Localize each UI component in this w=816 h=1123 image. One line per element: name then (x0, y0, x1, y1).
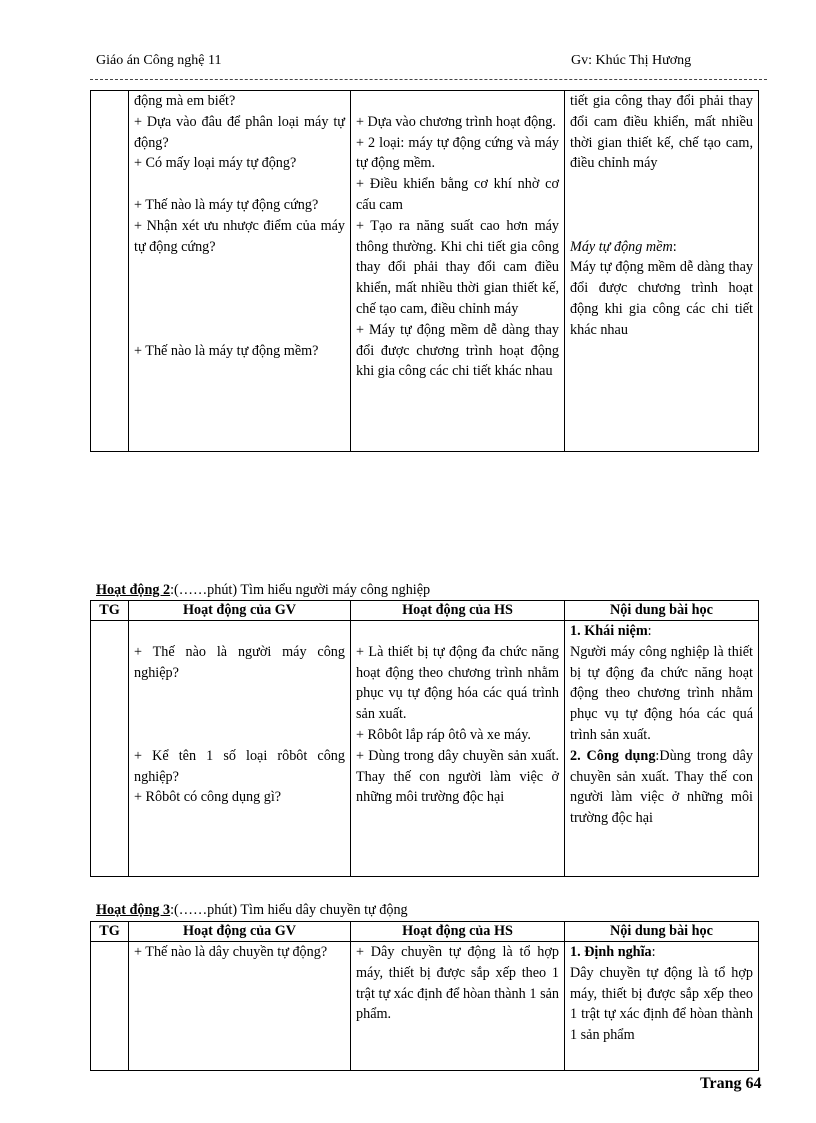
gv-cell: + Thế nào là người máy công nghiệp? + Kể tên 1 số loại rôbôt công nghiệp? + Rôbôt có công dụng gì? (129, 621, 351, 877)
col-hs: Hoạt động của HS (351, 922, 565, 942)
table-row (91, 942, 759, 1071)
col-hs: Hoạt động của HS (351, 601, 565, 621)
hs-cell: + Dây chuyền tự động là tổ hợp máy, thiết bị được sắp xếp theo 1 trật tự xác định để hòan thành 1 sản phẩm. (351, 942, 565, 1071)
nd-cell: 1. Khái niệm: Người máy công nghiệp là thiết bị tự động đa chức năng hoạt động theo chương trình nhằm phục vụ tự động hóa các quá trình sản xuất. 2. Công dụng:Dùng trong dây chuyền sản xuất. Thay thế con người làm việc ở những môi trường độc hại (565, 621, 759, 877)
gv-cell: + Thế nào là dây chuyền tự động? (129, 942, 351, 1071)
hs-cell: + Là thiết bị tự động đa chức năng hoạt động theo chương trình nhằm phục vụ tự động hóa các quá trình sản xuất. + Rôbôt lắp ráp ôtô và xe máy. + Dùng trong dây chuyền sản xuất. Thay thế con người làm việc ở những môi trường độc hại (351, 621, 565, 877)
activity-2-title: Hoạt động 2:(……phút) Tìm hiểu người máy công nghiệp (96, 582, 431, 598)
table-row (91, 91, 759, 452)
col-gv: Hoạt động của GV (129, 601, 351, 621)
hs-cell: + Dựa vào chương trình hoạt động. + 2 loại: máy tự động cứng và máy tự động mềm. + Điều khiển bằng cơ khí nhờ cơ cấu cam + Tạo ra năng suất cao hơn máy thông thường. Khi chi tiết gia công thay đổi phải thay đổi cam điều khiển, mất nhiều thời gian thiết kế, chế tạo cam, điều chỉnh máy + Máy tự động mềm dễ dàng thay đổi được chương trình hoạt động khi gia công các chi tiết khác nhau (351, 91, 565, 452)
header-divider (90, 79, 767, 80)
header-left: Giáo án Công nghệ 11 (96, 53, 222, 68)
tg-cell (91, 621, 129, 877)
tg-cell (91, 942, 129, 1071)
col-nd: Nội dung bài học (565, 601, 759, 621)
table-activity-2 (90, 600, 759, 877)
col-gv: Hoạt động của GV (129, 922, 351, 942)
col-nd: Nội dung bài học (565, 922, 759, 942)
table-row (91, 621, 759, 877)
header-row (91, 601, 759, 621)
nd-cell: tiết gia công thay đổi phải thay đổi cam điều khiển, mất nhiều thời gian thiết kế, chế tạo cam, điều chỉnh máy Máy tự động mềm: Máy tự động mềm dễ dàng thay đổi được chương trình hoạt động khi gia công các chi tiết khác nhau (565, 91, 759, 452)
page-number: Trang 64 (700, 1075, 762, 1092)
table-activity-3 (90, 921, 759, 1071)
col-tg: TG (91, 922, 129, 942)
gv-cell: động mà em biết? + Dựa vào đâu để phân loại máy tự động? + Có mấy loại máy tự động? + Thế nào là máy tự động cứng? + Nhận xét ưu nhược điểm của máy tự động cứng? + Thế nào là máy tự động mềm? (129, 91, 351, 452)
nd-cell: 1. Định nghĩa: Dây chuyền tự động là tổ hợp máy, thiết bị được sắp xếp theo 1 trật tự xác định để hòan thành 1 sản phẩm (565, 942, 759, 1071)
col-tg: TG (91, 601, 129, 621)
tg-cell (91, 91, 129, 452)
header-row (91, 922, 759, 942)
activity-3-title: Hoạt động 3:(……phút) Tìm hiểu dây chuyền tự động (96, 902, 408, 918)
header-right: Gv: Khúc Thị Hương (571, 53, 692, 68)
table-continuation (90, 90, 759, 452)
